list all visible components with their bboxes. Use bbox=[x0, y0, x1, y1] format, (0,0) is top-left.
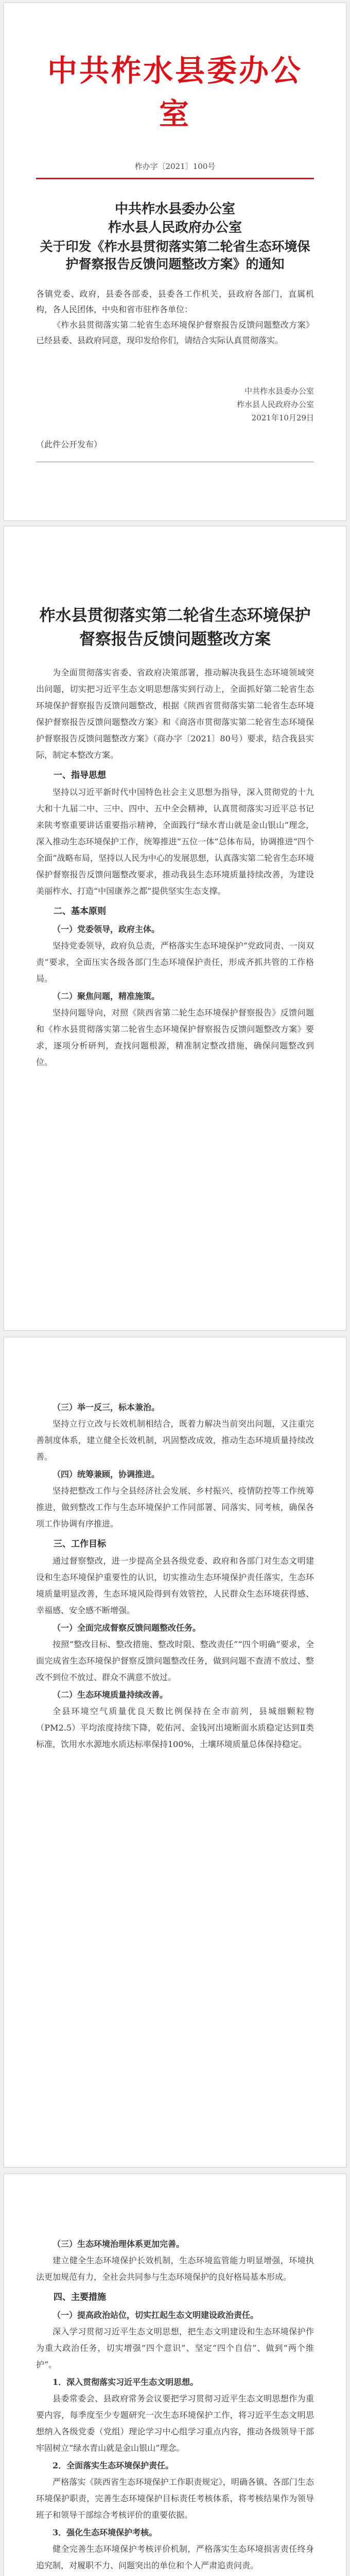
goal-1-text: 按照“整改目标、整改措施、整改时限、整改责任”“四个明确”要求，全面完成省生态环境保护督察反馈问题整改任务，做到问题不查清不放过、整改不到位不放过、群众不满意不放过。 bbox=[36, 1639, 314, 1682]
principle-1-title: （一）党委领导，政府主体。 bbox=[52, 924, 160, 934]
measure-4-text: 健全完善生态环境保护考核评价机制，严格落实生态环境损害责任终身追究制，对履职不力、问题突出的单位和个人严肃追责问责。 bbox=[36, 2544, 314, 2570]
section-2-heading: 二、基本原则 bbox=[54, 906, 106, 917]
goal-3-title: （三）生态环境治理体系更加完善。 bbox=[52, 2239, 185, 2249]
notice-body: 《柞水县贯彻落实第二轮省生态环境保护督察报告反馈问题整改方案》已经县委、县政府同意，现印发给你们，请结合实际认真贯彻落实。 bbox=[36, 320, 314, 345]
principle-2-title: （二）聚焦问题，精准施策。 bbox=[52, 991, 160, 1001]
issue-date: 2021年10月29日 bbox=[251, 413, 314, 422]
measure-3-title: 2．全面落实生态环境保护责任。 bbox=[52, 2461, 174, 2470]
issuer-1: 中共柞水县委办公室 bbox=[114, 201, 235, 217]
goal-1-title: （一）全面完成督察反馈问题整改任务。 bbox=[52, 1623, 201, 1633]
page-4 bbox=[4, 2174, 346, 2576]
page-3 bbox=[4, 1337, 346, 2167]
principle-2-text: 坚持问题导向，对照《陕西省第二轮生态环境保护督察报告》反馈问题和《柞水县贯彻落实第二轮省生态环境保护督察报告反馈问题整改方案》要求，逐项分析研判，查找问题根源，精准制定整改措施，确保问题整改到位。 bbox=[36, 1008, 314, 1067]
goal-3-text: 建立健全生态环境保护长效机制，生态环境监管能力明显增强，环境执法更加规范有力，全社会共同参与生态环境保护的良好格局基本形成。 bbox=[36, 2256, 314, 2282]
notice-title: 关于印发《柞水县贯彻落实第二轮省生态环境保护督察报告反馈问题整改方案》的通知 bbox=[40, 239, 310, 272]
measure-1-title: （一）提高政治站位，切实扛起生态文明建设政治责任。 bbox=[52, 2310, 259, 2320]
salutation: 各镇党委、政府，县委各部委，县委各工作机关，县政府各部门，直属机构，各人民团体，中央和省市驻柞各单位： bbox=[36, 289, 314, 314]
red-header: 中共柞水县委办公室 bbox=[47, 53, 303, 131]
principle-3-text: 坚持立行立改与长效机制相结合，既着力解决当前突出问题，又注重完善制度体系，建立健全长效机制，巩固整改成效，推动生态环境质量持续改善。 bbox=[36, 1419, 314, 1462]
principle-1-text: 坚持党委领导，政府负总责，严格落实生态环境保护“党政同责、一岗双责”要求，全面压实各级各部门生态环境保护责任，形成齐抓共管的工作格局。 bbox=[36, 941, 314, 984]
goal-2-text: 全县环境空气质量优良天数比例保持在全市前列，县城细颗粒物（PM2.5）平均浓度持续下降，乾佑河、金钱河出境断面水质稳定达到Ⅱ类标准，饮用水水源地水质达标率保持100%，土壤环境质量总体保持稳定。 bbox=[36, 1706, 314, 1749]
plan-title: 柞水县贯彻落实第二轮省生态环境保护督察报告反馈问题整改方案 bbox=[39, 606, 311, 649]
section-4-heading: 四、主要措施 bbox=[54, 2292, 106, 2302]
principle-3-title: （三）举一反三，标本兼治。 bbox=[52, 1402, 160, 1412]
principle-4-text: 坚持把整改工作与全县经济社会发展、乡村振兴、疫情防控等工作统筹推进，做到整改工作与生态环境保护工作同部署、同落实、同考核，确保各项工作协调有序推进。 bbox=[36, 1486, 314, 1529]
measure-4-title: 3．强化生态环境保护考核。 bbox=[52, 2528, 157, 2537]
measure-1-text: 深入学习贯彻习近平生态文明思想，把生态文明建设和生态环境保护作为重大政治任务，切实增强“四个意识”、坚定“四个自信”、做到“两个维护”。 bbox=[36, 2327, 314, 2369]
measure-2-title: 1．深入贯彻落实习近平生态文明思想。 bbox=[52, 2377, 199, 2387]
section-1-text: 坚持以习近平新时代中国特色社会主义思想为指导，深入贯彻党的十九大和十九届二中、三中、四中、五中全会精神，认真贯彻落实习近平总书记来陕考察重要讲话重要指示精神，全面践行“绿水青山就是金山银山”理念，深入推动生态环境保护工作，统筹推进“五位一体”总体布局，协调推进“四个全面”战略布局，坚持以人民为中心的发展思想，认真落实第二轮省生态环境保护督察报告反馈问题整改要求，推动我县生态环境质量持续改善，为建设美丽柞水、打造“中国康养之都”提供坚实生态支撑。 bbox=[36, 787, 314, 896]
red-divider bbox=[36, 178, 314, 179]
doc-number: 柞办字〔2021〕100号 bbox=[134, 162, 216, 171]
section-3-text: 通过督察整改，进一步提高全县各级党委、政府和各部门对生态文明建设和生态环境保护重要性的认识，切实推动生态环境保护责任落实，生态环境质量明显改善，生态环境风险得到有效管控，人民群众生态环境获得感、幸福感、安全感不断增强。 bbox=[36, 1556, 314, 1615]
public-note: （此件公开发布） bbox=[36, 439, 102, 449]
page-1 bbox=[4, 3, 346, 520]
page-2 bbox=[4, 527, 346, 1330]
section-1-heading: 一、指导思想 bbox=[54, 770, 106, 781]
goal-2-title: （二）生态环境质量持续改善。 bbox=[52, 1690, 168, 1700]
plan-intro: 为全面贯彻落实省委、省政府决策部署，推动解决我县生态环境领域突出问题，切实把习近平生态文明思想落实到行动上，全面抓好第二轮省生态环境保护督察报告反馈问题整改，根据《陕西省贯彻落实第二轮省生态环境保护督察报告反馈问题整改方案》和《商洛市贯彻落实第二轮省生态环境保护督察报告反馈问题整改方案》（商办字〔2021〕80号）要求，结合我县实际，制定本整改方案。 bbox=[36, 668, 314, 760]
signature-1: 中共柞水县委办公室 bbox=[244, 386, 314, 396]
measure-2-text: 县委常委会、县政府常务会议要把学习贯彻习近平生态文明思想作为重要内容，每季度至少专题研究一次生态环境保护工作，将习近平生态文明思想纳入各级党委（党组）理论学习中心组学习重点内容，推动各级领导干部牢固树立“绿水青山就是金山银山”理念。 bbox=[36, 2394, 314, 2453]
measure-3-text: 严格落实《陕西省生态环境保护工作职责规定》，明确各镇、各部门生态环境保护职责，完善生态环境保护目标责任考核体系，将考核结果作为领导班子和领导干部综合考核评价的重要依据。 bbox=[36, 2477, 314, 2520]
issuers bbox=[36, 200, 314, 237]
issuer-2: 柞水县人民政府办公室 bbox=[108, 220, 242, 235]
section-3-heading: 三、工作目标 bbox=[54, 1539, 106, 1549]
principle-4-title: （四）统筹兼顾，协调推进。 bbox=[52, 1469, 160, 1479]
signature-2: 柞水县人民政府办公室 bbox=[236, 400, 314, 409]
